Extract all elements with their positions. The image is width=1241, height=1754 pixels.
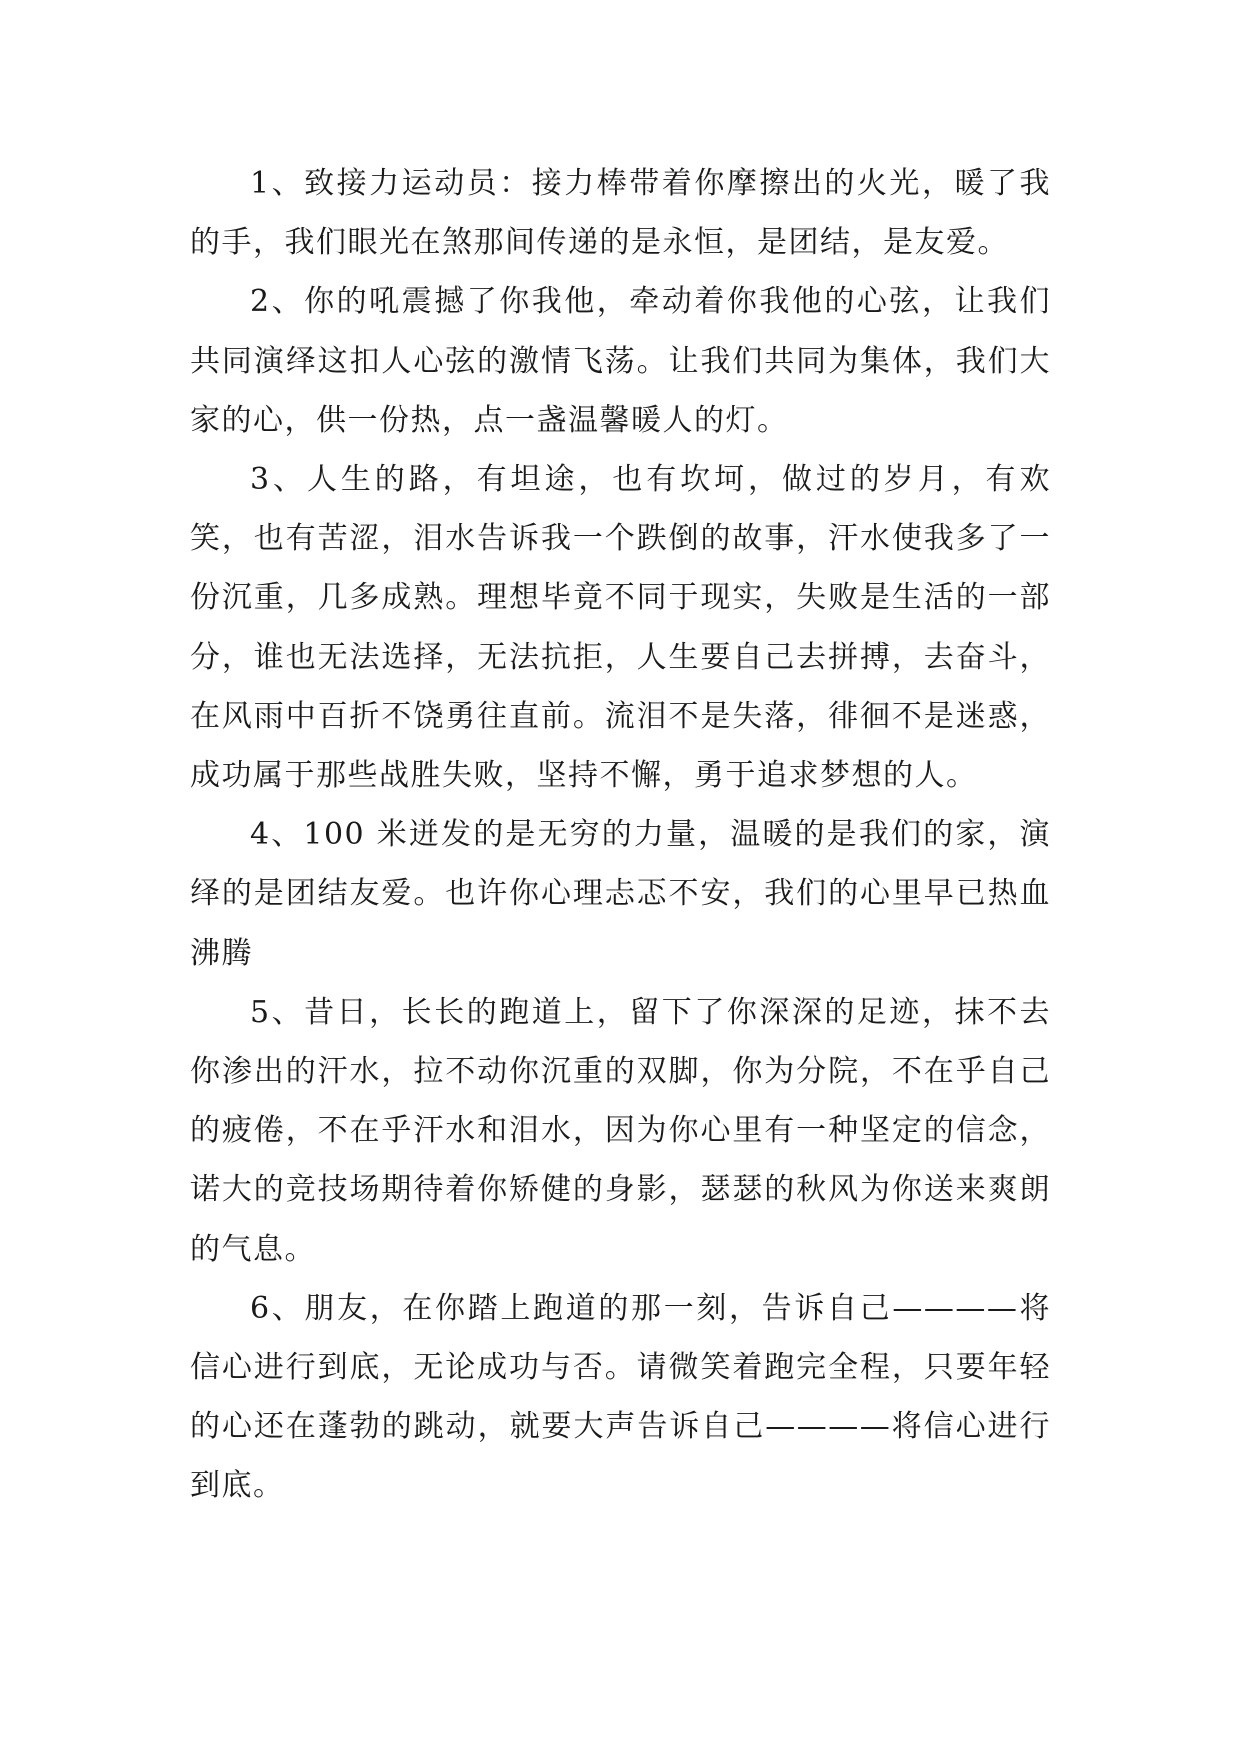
document-body <box>190 154 1051 1516</box>
paragraph-4: 4、100 米迸发的是无穷的力量，温暖的是我们的家，演绎的是团结友爱。也许你心理忐忑不安，我们的心里早已热血沸腾 <box>190 817 1051 971</box>
paragraph-3: 3、人生的路，有坦途，也有坎坷，做过的岁月，有欢笑，也有苦涩，泪水告诉我一个跌倒的故事，汗水使我多了一份沉重，几多成熟。理想毕竟不同于现实，失败是生活的一部分，谁也无法选择，无法抗拒，人生要自己去拼搏，去奋斗，在风雨中百折不饶勇往直前。流泪不是失落，徘徊不是迷惑，成功属于那些战胜失败，坚持不懈，勇于追求梦想的人。 <box>190 462 1051 794</box>
paragraph-1: 1、致接力运动员：接力棒带着你摩擦出的火光，暖了我的手，我们眼光在煞那间传递的是永恒，是团结，是友爱。 <box>190 166 1051 261</box>
paragraph-6: 6、朋友，在你踏上跑道的那一刻，告诉自己————将信心进行到底，无论成功与否。请微笑着跑完全程，只要年轻的心还在蓬勃的跳动，就要大声告诉自己————将信心进行到底。 <box>190 1290 1051 1504</box>
paragraph-5: 5、昔日，长长的跑道上，留下了你深深的足迹，抹不去你渗出的汗水，拉不动你沉重的双脚，你为分院，不在乎自己的疲倦，不在乎汗水和泪水，因为你心里有一种坚定的信念，诺大的竞技场期待着你矫健的身影，瑟瑟的秋风为你送来爽朗的气息。 <box>190 994 1051 1267</box>
paragraph-2: 2、你的吼震撼了你我他，牵动着你我他的心弦，让我们共同演绎这扣人心弦的激情飞荡。让我们共同为集体，我们大家的心，供一份热，点一盏温馨暖人的灯。 <box>190 284 1051 438</box>
